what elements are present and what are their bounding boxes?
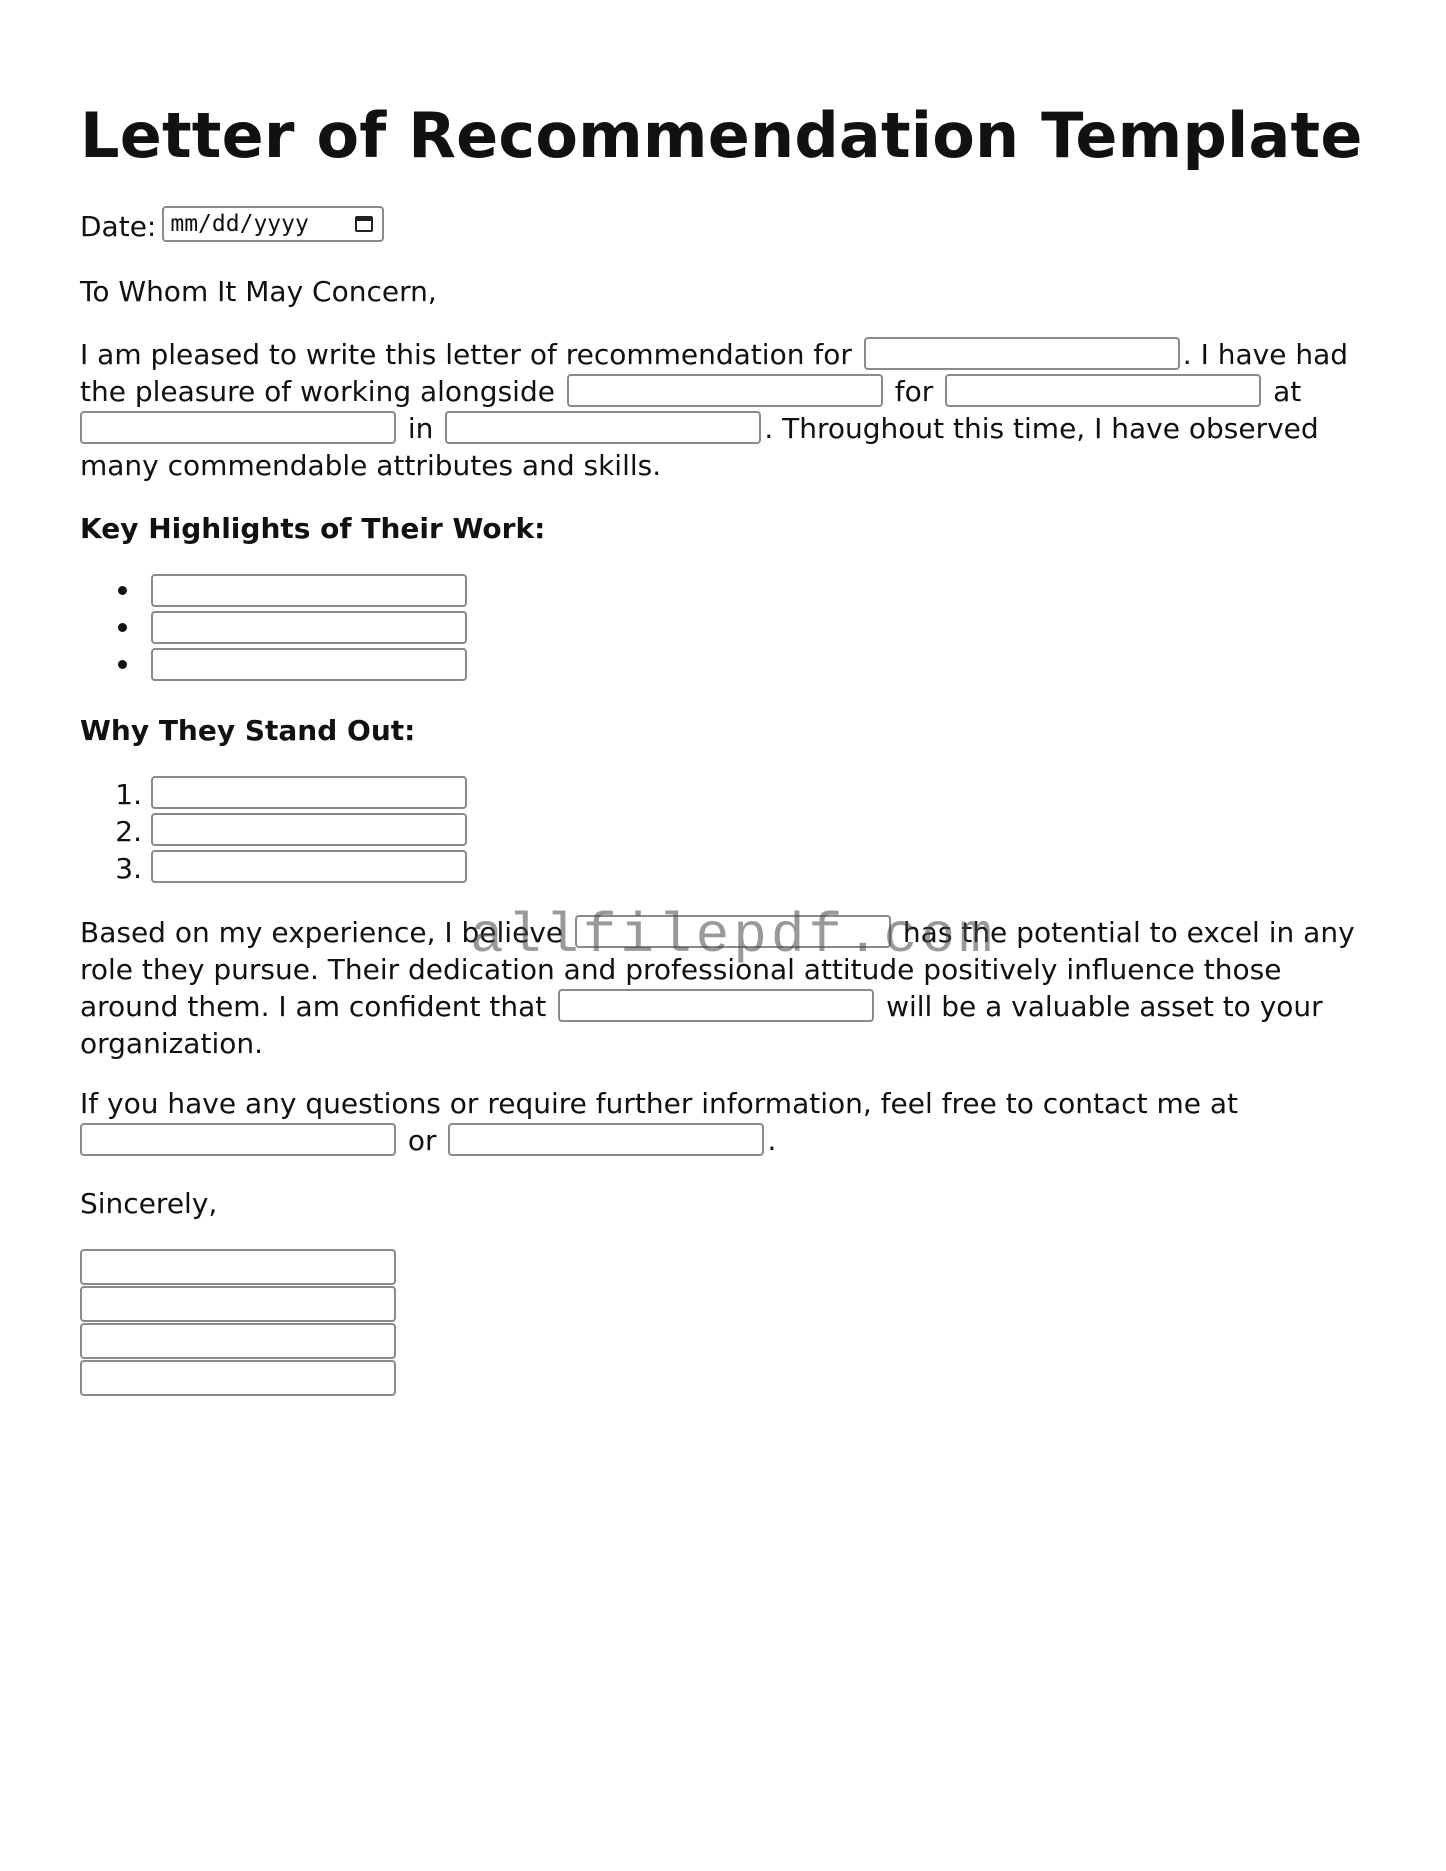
bullet-icon [118, 660, 127, 669]
belief-text-2: has the potential to excel in any role they pursue. Their dedication and professional attitude positively influence those around them. I am confident that [80, 916, 1355, 1023]
intro-text-4: at [1273, 375, 1302, 408]
belief-text-3: will be a valuable asset to your organization. [80, 990, 1323, 1060]
belief-text-1: Based on my experience, I believe [80, 916, 564, 949]
list-item [80, 648, 480, 685]
list-item [80, 850, 480, 887]
date-row [80, 206, 1370, 245]
candidate-name-field-4[interactable] [558, 989, 874, 1022]
list-item [80, 611, 480, 648]
contact-text-3: . [767, 1124, 777, 1157]
list-number: 3. [115, 852, 142, 885]
page-title: Letter of Recommendation Template [80, 99, 1363, 172]
candidate-name-field-2[interactable] [567, 374, 883, 407]
intro-paragraph [80, 336, 1370, 484]
candidate-name-field-3[interactable] [575, 915, 891, 948]
belief-paragraph [80, 914, 1370, 1062]
signer-name-field[interactable] [80, 1249, 396, 1285]
list-item [80, 813, 480, 850]
highlight-field-1[interactable] [151, 574, 467, 607]
closing: Sincerely, [80, 1187, 218, 1220]
date-label: Date: [80, 210, 157, 243]
stand-out-heading: Why They Stand Out: [80, 714, 416, 747]
signer-title-field[interactable] [80, 1286, 396, 1322]
email-field[interactable] [448, 1123, 764, 1156]
highlight-field-3[interactable] [151, 648, 467, 681]
stand-out-field-2[interactable] [151, 813, 467, 846]
watermark: allfilepdf.com [470, 904, 997, 968]
intro-text-3: for [894, 375, 934, 408]
intro-text-5: in [407, 412, 434, 445]
duration-field[interactable] [945, 374, 1261, 407]
contact-text-2: or [407, 1124, 437, 1157]
intro-text-6: . Throughout this time, I have observed many commendable attributes and skills. [80, 412, 1319, 482]
intro-text-2: . I have had the pleasure of working alongside [80, 338, 1349, 408]
role-field[interactable] [445, 411, 761, 444]
highlight-field-2[interactable] [151, 611, 467, 644]
contact-paragraph [80, 1085, 1370, 1159]
list-item [80, 574, 480, 611]
contact-text-1: If you have any questions or require further information, feel free to contact me at [80, 1087, 1238, 1120]
calendar-icon[interactable] [355, 216, 373, 232]
list-item [80, 776, 480, 813]
bullet-icon [118, 586, 127, 595]
salutation: To Whom It May Concern, [80, 275, 437, 308]
date-input[interactable] [162, 206, 384, 242]
list-number: 1. [115, 778, 142, 811]
stand-out-field-3[interactable] [151, 850, 467, 883]
phone-field[interactable] [80, 1123, 396, 1156]
bullet-icon [118, 623, 127, 632]
highlights-heading: Key Highlights of Their Work: [80, 512, 546, 545]
signer-contact-field[interactable] [80, 1360, 396, 1396]
intro-text-1: I am pleased to write this letter of recommendation for [80, 338, 852, 371]
signer-company-field[interactable] [80, 1323, 396, 1359]
candidate-name-field[interactable] [864, 337, 1180, 370]
date-placeholder: mm/dd/yyyy [170, 211, 309, 237]
list-number: 2. [115, 815, 142, 848]
stand-out-field-1[interactable] [151, 776, 467, 809]
company-field[interactable] [80, 411, 396, 444]
